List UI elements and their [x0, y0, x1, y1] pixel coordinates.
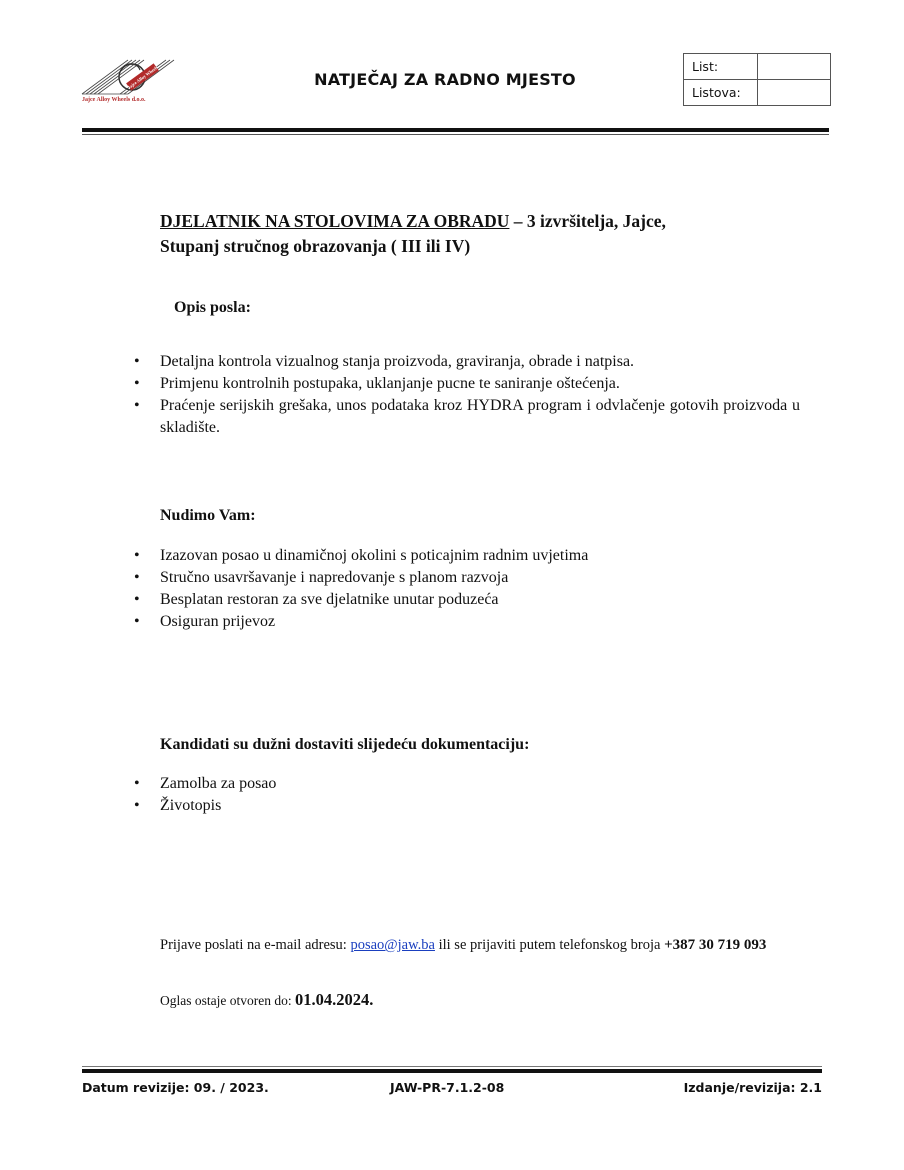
application-text-phone: ili se prijaviti putem telefonskog broja [434, 937, 665, 953]
list-item: • Detaljna kontrola vizualnog stanja proizvoda, graviranja, obrade i natpisa. [132, 351, 800, 373]
email-link[interactable]: posao@jaw.ba [350, 937, 435, 953]
deadline-date: 01.04.2024. [294, 990, 374, 1009]
list-item: • Životopis [132, 795, 532, 817]
list-label: List: [684, 54, 758, 80]
position-title [160, 209, 800, 259]
list-item: • Stručno usavršavanje i napredovanje s planom razvoja [132, 567, 692, 589]
sheet-row-list [684, 54, 831, 80]
list-item: • Osiguran prijevoz [132, 611, 692, 633]
documents-heading: Kandidati su dužni dostaviti slijedeću dokumentaciju: [160, 736, 530, 753]
deadline [160, 990, 373, 1010]
listova-value [758, 80, 831, 106]
company-caption: Jajce Alloy Wheels d.o.o. [82, 97, 146, 103]
offer-heading: Nudimo Vam: [160, 507, 256, 524]
list-item: • Praćenje serijskih grešaka, unos podataka kroz HYDRA program i odvlačenje gotovih proizvoda u skladište. [132, 395, 800, 439]
footer-divider-thin [82, 1066, 822, 1067]
offer-list [132, 545, 692, 633]
revision-date: Datum revizije: 09. / 2023. [82, 1080, 269, 1095]
list-item: • Zamolba za posao [132, 773, 532, 795]
application-text: Prijave poslati na e-mail adresu: [160, 937, 351, 953]
sheet-count-table [683, 53, 831, 106]
header-divider-thin [82, 134, 829, 135]
position-name: DJELATNIK NA STOLOVIMA ZA OBRADU [160, 211, 510, 231]
logo-badge-text: Jajce Alloy Wheels [126, 64, 159, 91]
list-item: • Primjenu kontrolnih postupaka, uklanjanje pucne te saniranje oštećenja. [132, 373, 800, 395]
list-value [758, 54, 831, 80]
document-code: JAW-PR-7.1.2-08 [390, 1080, 505, 1095]
list-item: • Besplatan restoran za sve djelatnike unutar poduzeća [132, 589, 692, 611]
sheet-row-listova [684, 80, 831, 106]
header-divider [82, 128, 829, 132]
footer-divider [82, 1069, 822, 1073]
listova-label: Listova: [684, 80, 758, 106]
education-level: Stupanj stručnog obrazovanja ( III ili IV) [160, 236, 471, 256]
phone-number: +387 30 719 093 [664, 937, 767, 953]
document-title: NATJEČAJ ZA RADNO MJESTO [314, 70, 576, 89]
application-instructions [160, 935, 800, 956]
edition-revision: Izdanje/revizija: 2.1 [683, 1080, 822, 1095]
documents-list [132, 773, 532, 817]
job-description-heading: Opis posla: [174, 299, 251, 316]
deadline-label: Oglas ostaje otvoren do: [160, 993, 295, 1008]
list-item: • Izazovan posao u dinamičnoj okolini s poticajnim radnim uvjetima [132, 545, 692, 567]
job-description-list [132, 351, 800, 439]
position-count-location: – 3 izvršitelja, Jajce, [509, 211, 666, 231]
